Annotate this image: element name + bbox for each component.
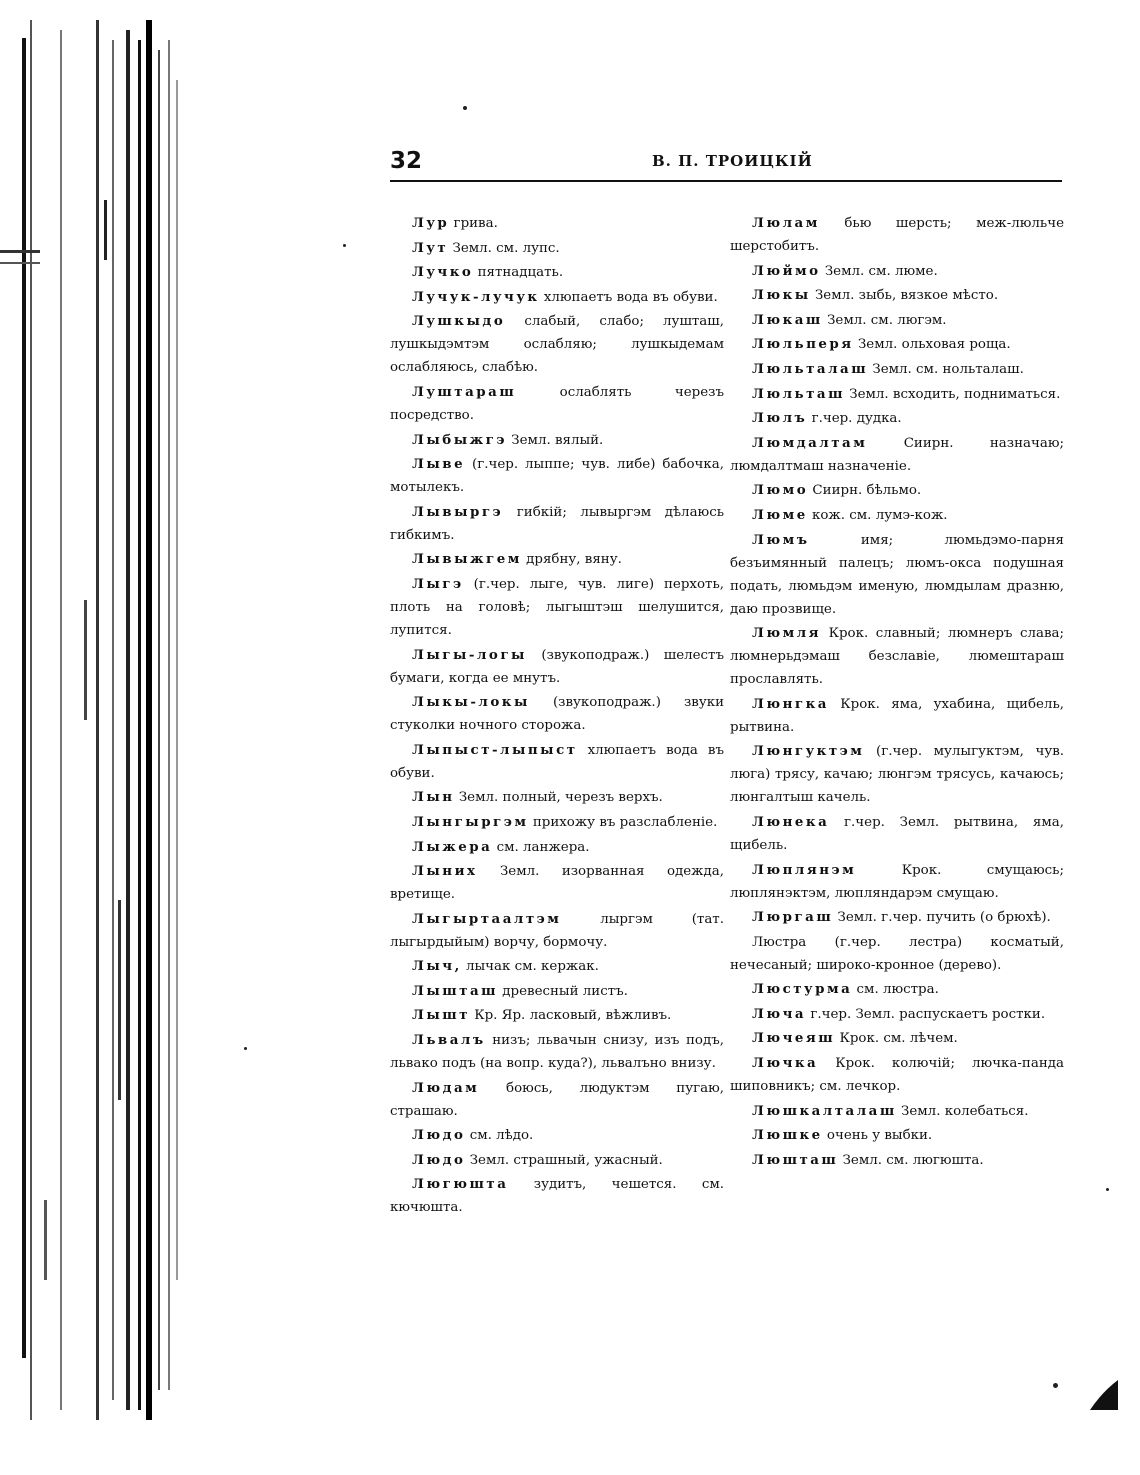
dictionary-entry — [390, 836, 724, 859]
definition: Земл. г.чер. пучить (о брюхѣ). — [837, 910, 1051, 926]
dictionary-entry — [390, 501, 724, 547]
definition: лычак см. кержак. — [466, 959, 599, 975]
definition: хлюпаетъ вода въ обуви. — [543, 289, 718, 305]
headword: Люргаш — [752, 909, 834, 926]
dictionary-entry — [730, 931, 1064, 977]
dictionary-entry — [730, 1124, 1064, 1147]
headword: Лывыргэ — [412, 503, 504, 520]
definition: дрябну, вяну. — [526, 552, 622, 568]
scan-speck — [463, 106, 467, 110]
headword: Людо — [412, 1127, 466, 1144]
scan-corner-mark — [1088, 1380, 1118, 1410]
headword: Лушкыдо — [412, 313, 506, 330]
definition: пятнадцать. — [477, 265, 564, 281]
headword: Львалъ — [412, 1032, 486, 1049]
dictionary-entry — [730, 284, 1064, 307]
headword: Лючеяш — [752, 1030, 836, 1047]
definition: Сиирн. бѣльмо. — [812, 483, 922, 499]
definition: имя; люмьдэмо-парня безъимянный палецъ; люмъ-окса подушная подать, люмьдэм именую, люмдылам дразню, даю прозвище. — [730, 532, 1064, 617]
dictionary-entry — [390, 261, 724, 284]
definition: Земл. изорванная одежда, вретище. — [390, 864, 724, 903]
definition: древесный листъ. — [502, 983, 628, 999]
headword: Лыжера — [412, 838, 493, 855]
definition: Земл. см. лупс. — [452, 240, 560, 256]
dictionary-entry — [730, 622, 1064, 691]
definition: Крок. яма, ухабина, щибель, рытвина. — [730, 696, 1064, 735]
headword: Лыве — [412, 456, 466, 473]
dictionary-entry — [730, 212, 1064, 258]
dictionary-entry — [730, 383, 1064, 406]
dictionary-entry — [730, 260, 1064, 283]
definition: (г.чер. лыппе; чув. либе) бабочка, мотылекъ. — [390, 457, 724, 496]
definition: Земл. см. нольталаш. — [872, 361, 1024, 377]
headword: Лыпыст-лыпыст — [412, 741, 578, 758]
running-head-author: В. П. ТРОИЦКІЙ — [652, 152, 813, 170]
definition: низъ; львачын снизу, изъ подъ, львако подъ (на вопр. куда?), львалъно внизу. — [390, 1033, 724, 1072]
definition: Земл. см. люгюшта. — [842, 1152, 984, 1168]
dictionary-entry — [730, 432, 1064, 478]
dictionary-entry — [730, 859, 1064, 905]
headword: Люча — [752, 1005, 807, 1022]
definition: Кр. Яр. ласковый, вѣжливъ. — [474, 1008, 672, 1024]
dictionary-entry — [390, 980, 724, 1003]
dictionary-entry — [390, 1149, 724, 1172]
definition: грива. — [453, 216, 498, 231]
definition: Земл. ольховая роща. — [857, 337, 1011, 353]
dictionary-entry — [730, 529, 1064, 621]
dictionary-entry — [390, 286, 724, 309]
dictionary-entry — [730, 1149, 1064, 1172]
headword: Лур — [412, 215, 450, 231]
headword: Люмля — [752, 625, 822, 642]
headword: Лыкы-локы — [412, 694, 530, 711]
definition: г.чер. Земл. распускаетъ ростки. — [810, 1006, 1046, 1022]
dictionary-entry — [390, 548, 724, 571]
definition: Земл. всходить, подниматься. — [849, 386, 1061, 402]
headword: Люплянэм — [752, 861, 857, 878]
headword: Лучко — [412, 264, 474, 281]
dictionary-entry — [730, 358, 1064, 381]
definition: зудитъ, чешется. см. кючюшта. — [390, 1177, 724, 1216]
dictionary-entry — [390, 691, 724, 737]
definition: хлюпаетъ вода въ обуви. — [390, 742, 724, 781]
dictionary-entry — [730, 1003, 1064, 1026]
headword: Лучук-лучук — [412, 288, 540, 305]
headword: Лывыжгем — [412, 551, 522, 568]
headword: Лынгыргэм — [412, 813, 529, 830]
dictionary-entry — [390, 573, 724, 642]
dictionary-entry — [730, 479, 1064, 502]
scan-speck — [244, 1047, 247, 1050]
definition: (г.чер. лыге, чув. лиге) перхоть, плоть на головѣ; лыгыштэш шелушится, лупится. — [390, 576, 724, 638]
definition: очень у выбки. — [826, 1128, 933, 1144]
definition: г.чер. дудка. — [811, 411, 902, 427]
headword: Люльталаш — [752, 360, 869, 377]
definition: прихожу въ разслабленіе. — [532, 814, 718, 830]
dictionary-entry — [390, 381, 724, 427]
headword: Люнгуктэм — [752, 743, 865, 760]
headword: Люшке — [752, 1127, 823, 1144]
dictionary-entry — [390, 1077, 724, 1123]
headword: Лын — [412, 789, 455, 806]
definition: г.чер. Земл. рытвина, яма, щибель. — [730, 814, 1064, 853]
scan-speck — [343, 244, 346, 247]
headword: Люнгка — [752, 695, 829, 712]
definition: Земл. страшный, ужасный. — [469, 1152, 663, 1168]
dictionary-entry — [390, 212, 724, 235]
dictionary-entry — [730, 693, 1064, 739]
definition: см. люстра. — [856, 982, 939, 998]
dictionary-entry — [390, 310, 724, 379]
headword: Люкаш — [752, 311, 823, 328]
definition: (звукоподраж.) шелестъ бумаги, когда ее мнутъ. — [390, 647, 724, 686]
headword: Людо — [412, 1151, 466, 1168]
definition: см. лѣдо. — [469, 1128, 534, 1144]
headword: Лючка — [752, 1055, 819, 1072]
scan-speck — [1053, 1383, 1058, 1388]
headword: Люймо — [752, 262, 821, 279]
headword: Люстурма — [752, 981, 853, 998]
dictionary-entry — [390, 739, 724, 785]
page-number: 32 — [390, 148, 423, 174]
definition: (звукоподраж.) звуки стуколки ночного сторожа. — [390, 695, 724, 734]
book-spine-edge — [0, 0, 190, 1475]
headword: Люнека — [752, 813, 830, 830]
headword: Люгюшта — [412, 1176, 509, 1193]
definition: Земл. см. люме. — [824, 263, 938, 279]
dictionary-entry — [390, 786, 724, 809]
scan-speck — [1106, 1188, 1109, 1191]
headword: Люльташ — [752, 385, 845, 402]
definition: Земл. полный, черезъ верхъ. — [458, 790, 663, 806]
headword: Лыгыртаалтэм — [412, 910, 562, 927]
page-header — [390, 148, 1062, 182]
dictionary-entry — [390, 955, 724, 978]
definition: бью шерсть; меж-люльче шерстобитъ. — [730, 216, 1064, 254]
headword: Люкы — [752, 287, 811, 304]
dictionary-entry — [390, 1124, 724, 1147]
dictionary-entry — [390, 237, 724, 260]
definition: (г.чер. мулыгуктэм, чув. люга) трясу, качаю; люнгэм трясусь, качаюсь; люнгалтыш качель. — [730, 744, 1064, 806]
definition: Крок. колючій; лючка-панда шиповникъ; см. лечкор. — [730, 1056, 1064, 1095]
dictionary-entry — [390, 908, 724, 954]
headword: Люме — [752, 506, 808, 523]
dictionary-entry — [390, 1173, 724, 1219]
dictionary-entry — [730, 333, 1064, 356]
dictionary-entry — [730, 740, 1064, 809]
dictionary-entry — [730, 811, 1064, 857]
definition: ослаблять черезъ посредство. — [390, 384, 724, 423]
definition: Земл. см. люгэм. — [827, 312, 947, 328]
dictionary-entry — [390, 860, 724, 906]
dictionary-entry — [390, 453, 724, 499]
headword: Лыгы-логы — [412, 646, 527, 663]
dictionary-entry — [390, 429, 724, 452]
dictionary-entry — [730, 309, 1064, 332]
headword: Люлам — [752, 215, 820, 231]
dictionary-column-right — [730, 212, 1064, 1173]
headword: Лыних — [412, 863, 478, 880]
definition: слабый, слабо; лушташ, лушкыдэмтэм ослабляю; лушкыдемам ослабляюсь, слабѣю. — [390, 314, 724, 376]
definition: лыргэм (тат. лыгырдыйым) ворчу, бормочу. — [390, 911, 724, 950]
headword: Лут — [412, 239, 449, 256]
definition: Земл. вялый. — [511, 432, 604, 448]
headword: Люльперя — [752, 336, 854, 353]
dictionary-entry — [730, 407, 1064, 430]
definition: Сиирн. назначаю; люмдалтмаш назначеніе. — [730, 435, 1064, 474]
headword: Лыбыжгэ — [412, 431, 507, 448]
dictionary-entry — [730, 1027, 1064, 1050]
dictionary-entry — [390, 1029, 724, 1075]
headword: Люлъ — [752, 410, 808, 427]
headword: Людам — [412, 1079, 480, 1096]
definition: см. ланжера. — [496, 839, 590, 855]
definition: боюсь, людуктэм пугаю, страшаю. — [390, 1080, 724, 1119]
definition: Крок. см. лѣчем. — [839, 1031, 958, 1047]
dictionary-column-left — [390, 212, 724, 1221]
definition: Крок. славный; люмнеръ слава; люмнерьдэмаш безславіе, люмештараш прославлять. — [730, 626, 1064, 688]
dictionary-entry — [730, 1100, 1064, 1123]
headword: Люмо — [752, 482, 809, 499]
dictionary-entry — [730, 906, 1064, 929]
dictionary-entry — [390, 644, 724, 690]
definition: кож. см. лумэ-кож. — [812, 507, 948, 523]
dictionary-entry — [730, 504, 1064, 527]
headword: Люмъ — [752, 531, 810, 548]
headword: Лыгэ — [412, 575, 464, 592]
headword: Люшкалталаш — [752, 1102, 897, 1119]
dictionary-entry — [390, 1004, 724, 1027]
definition: Земл. зыбь, вязкое мѣсто. — [814, 288, 999, 304]
headword: Люшташ — [752, 1151, 839, 1168]
dictionary-entry — [390, 811, 724, 834]
dictionary-entry — [730, 978, 1064, 1001]
headword: Лышташ — [412, 982, 499, 999]
dictionary-entry — [730, 1052, 1064, 1098]
headword: Луштараш — [412, 383, 517, 400]
headword: Люмдалтам — [752, 434, 868, 451]
definition: Крок. смущаюсь; люплянэктэм, люпляндарэм смущаю. — [730, 862, 1064, 901]
definition: Земл. колебаться. — [901, 1103, 1029, 1119]
definition: гибкій; лывыргэм дѣлаюсь гибкимъ. — [390, 504, 724, 543]
definition: Люстра (г.чер. лестра) косматый, нечесаный; широко-кронное (дерево). — [730, 934, 1064, 973]
headword: Лышт — [412, 1007, 470, 1024]
headword: Лыч, — [412, 958, 462, 975]
